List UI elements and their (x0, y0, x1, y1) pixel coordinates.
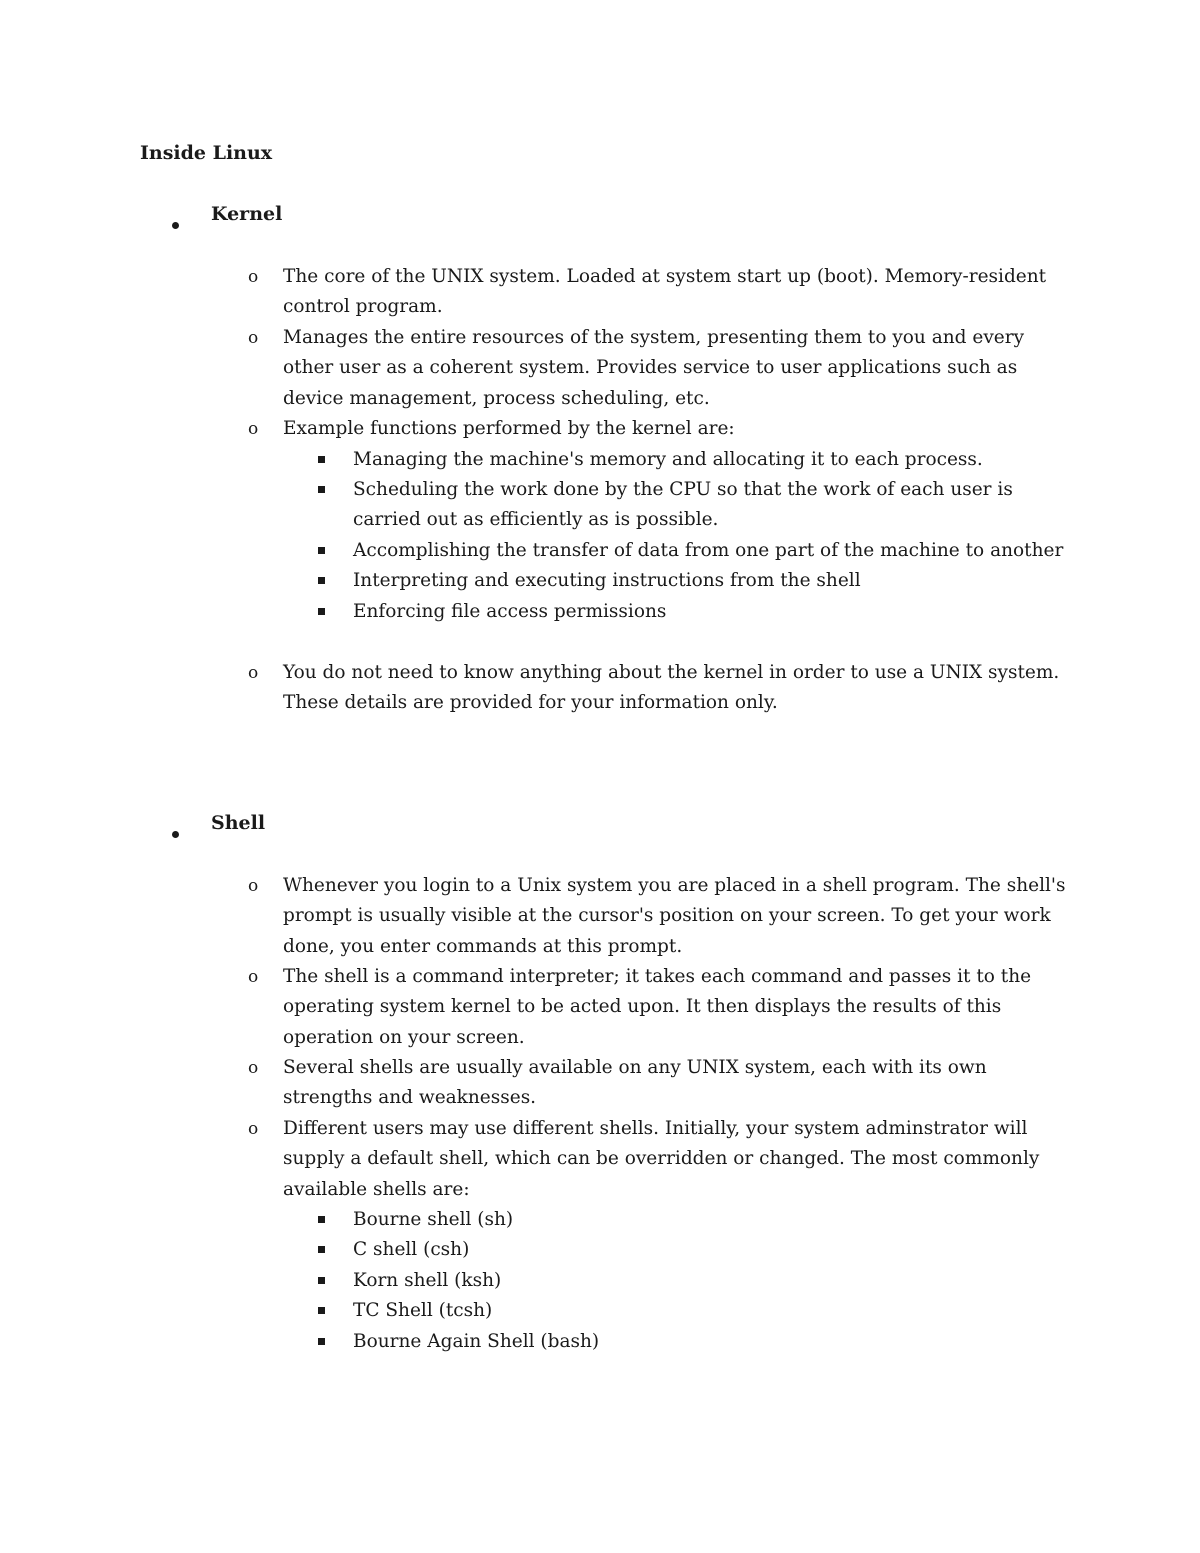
circle-bullet-icon: o (248, 876, 259, 896)
list-item-text: The core of the UNIX system. Loaded at system start up (boot). Memory-resident control program. (283, 266, 1047, 318)
square-bullet-icon (318, 486, 325, 493)
sub-list-item (353, 445, 1073, 475)
sub-list-item (353, 1327, 1073, 1357)
list-item (248, 262, 1073, 323)
list-item (248, 323, 1073, 414)
sub-list-item (353, 1205, 1073, 1235)
square-bullet-icon (318, 1307, 325, 1314)
square-bullet-icon (318, 1338, 325, 1345)
sub-list-item-text: Korn shell (ksh) (353, 1270, 502, 1291)
bullet-icon (172, 212, 179, 234)
section-heading-label: Shell (211, 812, 266, 834)
sub-list-item-text: Managing the machine's memory and allocating it to each process. (353, 449, 983, 470)
sub-list-item (353, 536, 1073, 566)
sub-list-item-text: Bourne shell (sh) (353, 1209, 514, 1230)
sub-list-item-text: TC Shell (tcsh) (353, 1300, 493, 1321)
circle-bullet-icon: o (248, 663, 259, 683)
square-bullet-icon (318, 1246, 325, 1253)
square-bullet-icon (318, 1216, 325, 1223)
sub-list-item-text: Scheduling the work done by the CPU so that the work of each user is carried out as efficiently as is possible. (353, 479, 1013, 531)
bullet-icon (172, 821, 179, 843)
sub-list-item (353, 475, 1073, 536)
sub-list-item (353, 566, 1073, 596)
list-item (248, 962, 1073, 1053)
square-bullet-icon (318, 608, 325, 615)
list-item-text: Several shells are usually available on any UNIX system, each with its own strengths and weaknesses. (283, 1057, 987, 1109)
square-bullet-icon (318, 456, 325, 463)
circle-bullet-icon: o (248, 1058, 259, 1078)
sub-list-item (353, 1296, 1073, 1326)
list-item (248, 414, 1073, 444)
sub-list-item-text: Interpreting and executing instructions from the shell (353, 570, 861, 591)
list-item-text: Manages the entire resources of the system, presenting them to you and every other user as a coherent system. Provides service to user applications such as device management, process scheduling, etc. (283, 327, 1025, 409)
square-bullet-icon (318, 577, 325, 584)
circle-bullet-icon: o (248, 267, 259, 287)
circle-bullet-icon: o (248, 967, 259, 987)
list-item-text: The shell is a command interpreter; it takes each command and passes it to the operating system kernel to be acted upon. It then displays the results of this operation on your screen. (283, 966, 1032, 1048)
list-item (248, 871, 1073, 962)
sub-list-item-text: Bourne Again Shell (bash) (353, 1331, 600, 1352)
circle-bullet-icon: o (248, 1119, 259, 1139)
list-item-text: Example functions performed by the kernel are: (283, 418, 735, 439)
sub-list-item (353, 1235, 1073, 1265)
list-item (248, 1114, 1073, 1205)
circle-bullet-icon: o (248, 328, 259, 348)
section-heading-label: Kernel (211, 203, 283, 225)
square-bullet-icon (318, 1277, 325, 1284)
sub-list-item (353, 1266, 1073, 1296)
list-item (248, 1053, 1073, 1114)
page-title: Inside Linux (140, 142, 273, 164)
square-bullet-icon (318, 547, 325, 554)
sub-list-item-text: Accomplishing the transfer of data from one part of the machine to another (353, 540, 1064, 561)
circle-bullet-icon: o (248, 419, 259, 439)
sub-list-item (353, 597, 1073, 627)
sub-list-item-text: C shell (csh) (353, 1239, 470, 1260)
list-item (248, 658, 1073, 719)
list-item-text: You do not need to know anything about the kernel in order to use a UNIX system. These details are provided for your information only. (283, 662, 1060, 714)
list-item-text: Different users may use different shells. Initially, your system adminstrator will supply a default shell, which can be overridden or changed. The most commonly available shells are: (283, 1118, 1040, 1200)
sub-list-item-text: Enforcing file access permissions (353, 601, 667, 622)
list-item-text: Whenever you login to a Unix system you are placed in a shell program. The shell's prompt is usually visible at the cursor's position on your screen. To get your work done, you enter commands at this prompt. (283, 875, 1066, 957)
